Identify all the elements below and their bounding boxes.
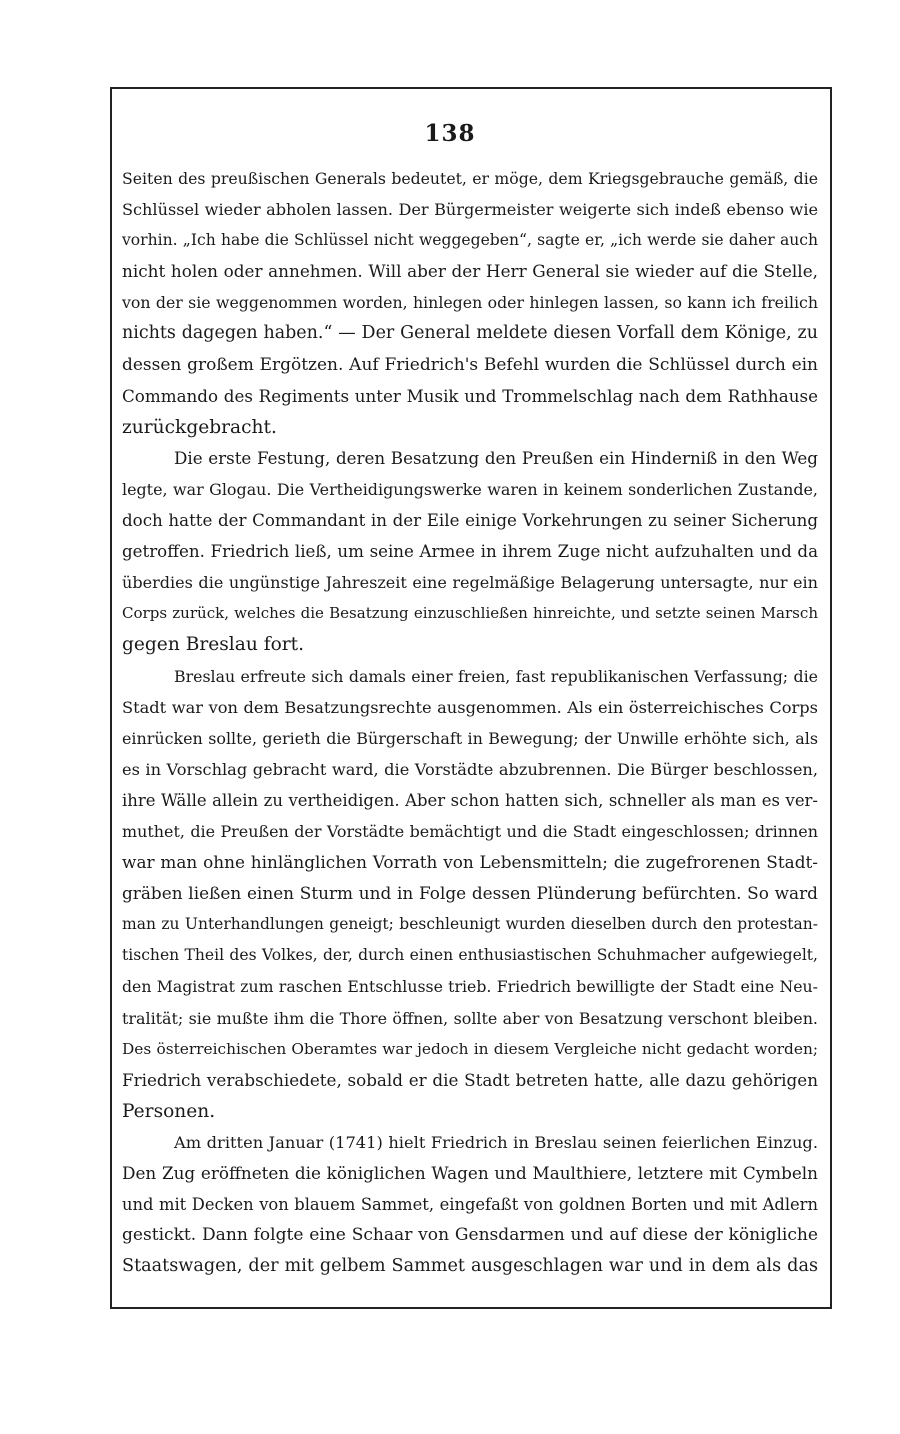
text-line: war man ohne hinlänglichen Vorrath von Lebensmitteln; die zugefrorenen Stadt- (122, 852, 818, 873)
text-line: Seiten des preußischen Generals bedeutet, er möge, dem Kriegsgebrauche gemäß, die (122, 169, 818, 188)
text-line: gegen Breslau fort. (122, 634, 305, 656)
text-line: Schlüssel wieder abholen lassen. Der Bürgermeister weigerte sich indeß ebenso wie (122, 200, 818, 220)
text-line: Breslau erfreute sich damals einer freien, fast republikanischen Verfassung; die (174, 666, 818, 686)
text-line: gräben ließen einen Sturm und in Folge dessen Plünderung befürchten. So ward (122, 883, 818, 904)
text-line: Personen. (122, 1100, 216, 1122)
paragraph-1 (122, 163, 818, 443)
text-line: Friedrich verabschiedete, sobald er die Stadt betreten hatte, alle dazu gehörigen (122, 1069, 818, 1090)
text-line: gestickt. Dann folgte eine Schaar von Gensdarmen und auf diese der königliche (122, 1225, 818, 1246)
text-line: doch hatte der Commandant in der Eile einige Vorkehrungen zu seiner Sicherung (122, 511, 818, 531)
text-line: Die erste Festung, deren Besatzung den Preußen ein Hinderniß in den Weg (174, 447, 818, 468)
text-line: ihre Wälle allein zu vertheidigen. Aber schon hatten sich, schneller als man es ver- (122, 790, 818, 810)
body-text (122, 163, 818, 1282)
text-line: tischen Theil des Volkes, der, durch einen enthusiastischen Schuhmacher aufgewiegelt, (122, 946, 818, 965)
text-line: es in Vorschlag gebracht ward, die Vorstädte abzubrennen. Die Bürger beschlossen, (122, 759, 818, 779)
text-line: Corps zurück, welches die Besatzung einzuschließen hinreichte, und setzte seinen Marsch (122, 604, 818, 623)
text-line: Am dritten Januar (1741) hielt Friedrich in Breslau seinen feierlichen Einzug. (174, 1132, 818, 1152)
text-line: und mit Decken von blauem Sammet, eingefaßt von goldnen Borten und mit Adlern (122, 1195, 818, 1215)
paragraph-4 (122, 1127, 818, 1282)
text-line: Commando des Regiments unter Musik und Trommelschlag nach dem Rathhause (122, 385, 818, 406)
text-line: nicht holen oder annehmen. Will aber der Herr General sie wieder auf die Stelle, (122, 261, 818, 282)
text-line: legte, war Glogau. Die Vertheidigungswerke waren in keinem sonderlichen Zustande, (122, 479, 818, 499)
text-line: getroffen. Friedrich ließ, um seine Armee in ihrem Zuge nicht aufzuhalten und da (122, 542, 818, 562)
text-line: zurückgebracht. (122, 416, 277, 438)
paragraph-2 (122, 443, 818, 661)
text-line: dessen großem Ergötzen. Auf Friedrich's Befehl wurden die Schlüssel durch ein (122, 354, 818, 375)
text-line: Den Zug eröffneten die königlichen Wagen und Maulthiere, letztere mit Cymbeln (122, 1163, 818, 1183)
text-line: von der sie weggenommen worden, hinlegen oder hinlegen lassen, so kann ich freilich (122, 293, 818, 313)
text-line: Staatswagen, der mit gelbem Sammet ausgeschlagen war und in dem als das (122, 1256, 818, 1277)
text-line: nichts dagegen haben.“ — Der General meldete diesen Vorfall dem Könige, zu (122, 323, 818, 344)
text-line: überdies die ungünstige Jahreszeit eine regelmäßige Belagerung untersagte, nur ein (122, 573, 818, 593)
text-line: muthet, die Preußen der Vorstädte bemächtigt und die Stadt eingeschlossen; drinnen (122, 821, 818, 841)
text-line: den Magistrat zum raschen Entschlusse trieb. Friedrich bewilligte der Stadt eine Neu- (122, 977, 818, 997)
page-number: 138 (424, 120, 476, 147)
text-line: tralität; sie mußte ihm die Thore öffnen, sollte aber von Besatzung verschont bleiben. (122, 1008, 818, 1028)
text-line: man zu Unterhandlungen geneigt; beschleunigt wurden dieselben durch den protestan- (122, 915, 818, 934)
text-line: Des österreichischen Oberamtes war jedoch in diesem Vergleiche nicht gedacht worden; (122, 1039, 818, 1058)
text-line: einrücken sollte, gerieth die Bürgerschaft in Bewegung; der Unwille erhöhte sich, als (122, 728, 818, 748)
paragraph-3 (122, 661, 818, 1127)
text-line: vorhin. „Ich habe die Schlüssel nicht weggegeben“, sagte er, „ich werde sie daher auch (122, 231, 818, 250)
text-line: Stadt war von dem Besatzungsrechte ausgenommen. Als ein österreichisches Corps (122, 697, 818, 717)
